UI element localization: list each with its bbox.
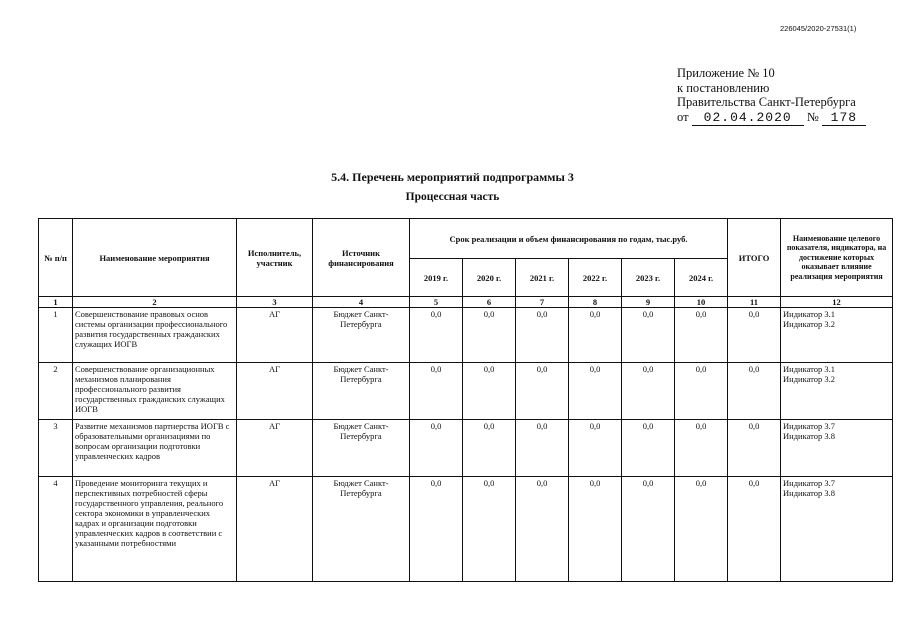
funding-source: Бюджет Санкт-Петербурга	[313, 420, 410, 477]
executor: АГ	[237, 363, 313, 420]
column-number: 11	[728, 297, 781, 308]
total-cell: 0,0	[728, 420, 781, 477]
column-number: 3	[237, 297, 313, 308]
indicator-cell	[781, 308, 893, 363]
table-row	[39, 420, 893, 477]
column-number: 2	[73, 297, 237, 308]
header-year: 2019 г.	[410, 259, 463, 297]
indicator-cell	[781, 363, 893, 420]
value-cell: 0,0	[410, 363, 463, 420]
value-cell: 0,0	[622, 363, 675, 420]
value-cell: 0,0	[622, 420, 675, 477]
funding-source: Бюджет Санкт-Петербурга	[313, 308, 410, 363]
measures-table	[38, 218, 893, 582]
value-cell: 0,0	[622, 477, 675, 582]
header-year: 2021 г.	[516, 259, 569, 297]
column-number: 7	[516, 297, 569, 308]
number-value: 178	[822, 111, 866, 127]
header-year: 2023 г.	[622, 259, 675, 297]
indicator: Индикатор 3.7	[783, 478, 836, 488]
header-year: 2024 г.	[675, 259, 728, 297]
indicator: Индикатор 3.1	[783, 364, 836, 374]
measure-name: Совершенствование организационных механизмов планирования профессионального развития государственных гражданских служащих ИОГВ	[73, 363, 237, 420]
funding-source: Бюджет Санкт-Петербурга	[313, 363, 410, 420]
header-year: 2020 г.	[463, 259, 516, 297]
column-number-row	[39, 297, 893, 308]
value-cell: 0,0	[410, 477, 463, 582]
page-title: 5.4. Перечень мероприятий подпрограммы 3	[331, 170, 574, 184]
executor: АГ	[237, 420, 313, 477]
indicator: Индикатор 3.2	[783, 319, 836, 329]
indicator-cell	[781, 477, 893, 582]
value-cell: 0,0	[569, 477, 622, 582]
appendix-line-3: Правительства Санкт-Петербурга	[677, 95, 856, 109]
header-total: ИТОГО	[728, 219, 781, 297]
column-number: 8	[569, 297, 622, 308]
total-cell: 0,0	[728, 363, 781, 420]
header-executor: Исполнитель, участник	[237, 219, 313, 297]
indicator-cell	[781, 420, 893, 477]
value-cell: 0,0	[569, 420, 622, 477]
date-value: 02.04.2020	[692, 111, 804, 127]
total-cell: 0,0	[728, 477, 781, 582]
value-cell: 0,0	[516, 477, 569, 582]
appendix-line-2: к постановлению	[677, 80, 770, 95]
value-cell: 0,0	[675, 477, 728, 582]
row-number: 3	[39, 420, 73, 477]
table-row	[39, 477, 893, 582]
value-cell: 0,0	[410, 308, 463, 363]
value-cell: 0,0	[675, 308, 728, 363]
value-cell: 0,0	[463, 363, 516, 420]
measure-name: Совершенствование правовых основ системы организации профессионального развития государственных гражданских служащих ИОГВ	[73, 308, 237, 363]
appendix-line-1: Приложение № 10	[677, 66, 775, 80]
appendix-date-line	[677, 110, 866, 127]
number-prefix: №	[806, 109, 819, 124]
value-cell: 0,0	[463, 308, 516, 363]
total-cell: 0,0	[728, 308, 781, 363]
row-number: 1	[39, 308, 73, 363]
value-cell: 0,0	[569, 363, 622, 420]
column-number: 10	[675, 297, 728, 308]
header-period: Срок реализации и объем финансирования по годам, тыс.руб.	[410, 219, 728, 259]
column-number: 9	[622, 297, 675, 308]
indicator: Индикатор 3.2	[783, 374, 836, 384]
header-source: Источник финансирования	[313, 219, 410, 297]
header-name: Наименование мероприятия	[73, 219, 237, 297]
executor: АГ	[237, 477, 313, 582]
value-cell: 0,0	[516, 420, 569, 477]
header-indicator: Наименование целевого показателя, индикатора, на достижение которых оказывает влияние реализация мероприятия	[781, 219, 893, 297]
value-cell: 0,0	[569, 308, 622, 363]
column-number: 6	[463, 297, 516, 308]
value-cell: 0,0	[516, 363, 569, 420]
value-cell: 0,0	[675, 420, 728, 477]
indicator: Индикатор 3.8	[783, 431, 836, 441]
table-row	[39, 363, 893, 420]
document-number: 226045/2020-27531(1)	[780, 24, 857, 33]
appendix-block	[677, 66, 866, 126]
indicator: Индикатор 3.7	[783, 421, 836, 431]
header-num: № п/п	[39, 219, 73, 297]
value-cell: 0,0	[675, 363, 728, 420]
measure-name: Проведение мониторинга текущих и перспективных потребностей сферы государственного управления, реального сектора экономики в управленческих кадрах и организации подготовки управленческих кадров в соответствии с указанными потребностями	[73, 477, 237, 582]
funding-source: Бюджет Санкт-Петербурга	[313, 477, 410, 582]
page-subtitle: Процессная часть	[405, 191, 500, 203]
column-number: 4	[313, 297, 410, 308]
value-cell: 0,0	[516, 308, 569, 363]
value-cell: 0,0	[410, 420, 463, 477]
indicator: Индикатор 3.1	[783, 309, 836, 319]
indicator: Индикатор 3.8	[783, 488, 836, 498]
row-number: 4	[39, 477, 73, 582]
table-row	[39, 308, 893, 363]
date-prefix: от	[677, 109, 689, 124]
header-year: 2022 г.	[569, 259, 622, 297]
column-number: 12	[781, 297, 893, 308]
value-cell: 0,0	[622, 308, 675, 363]
value-cell: 0,0	[463, 477, 516, 582]
value-cell: 0,0	[463, 420, 516, 477]
column-number: 5	[410, 297, 463, 308]
column-number: 1	[39, 297, 73, 308]
executor: АГ	[237, 308, 313, 363]
measure-name: Развитие механизмов партнерства ИОГВ с образовательными организациями по вопросам организации подготовки управленческих кадров	[73, 420, 237, 477]
row-number: 2	[39, 363, 73, 420]
